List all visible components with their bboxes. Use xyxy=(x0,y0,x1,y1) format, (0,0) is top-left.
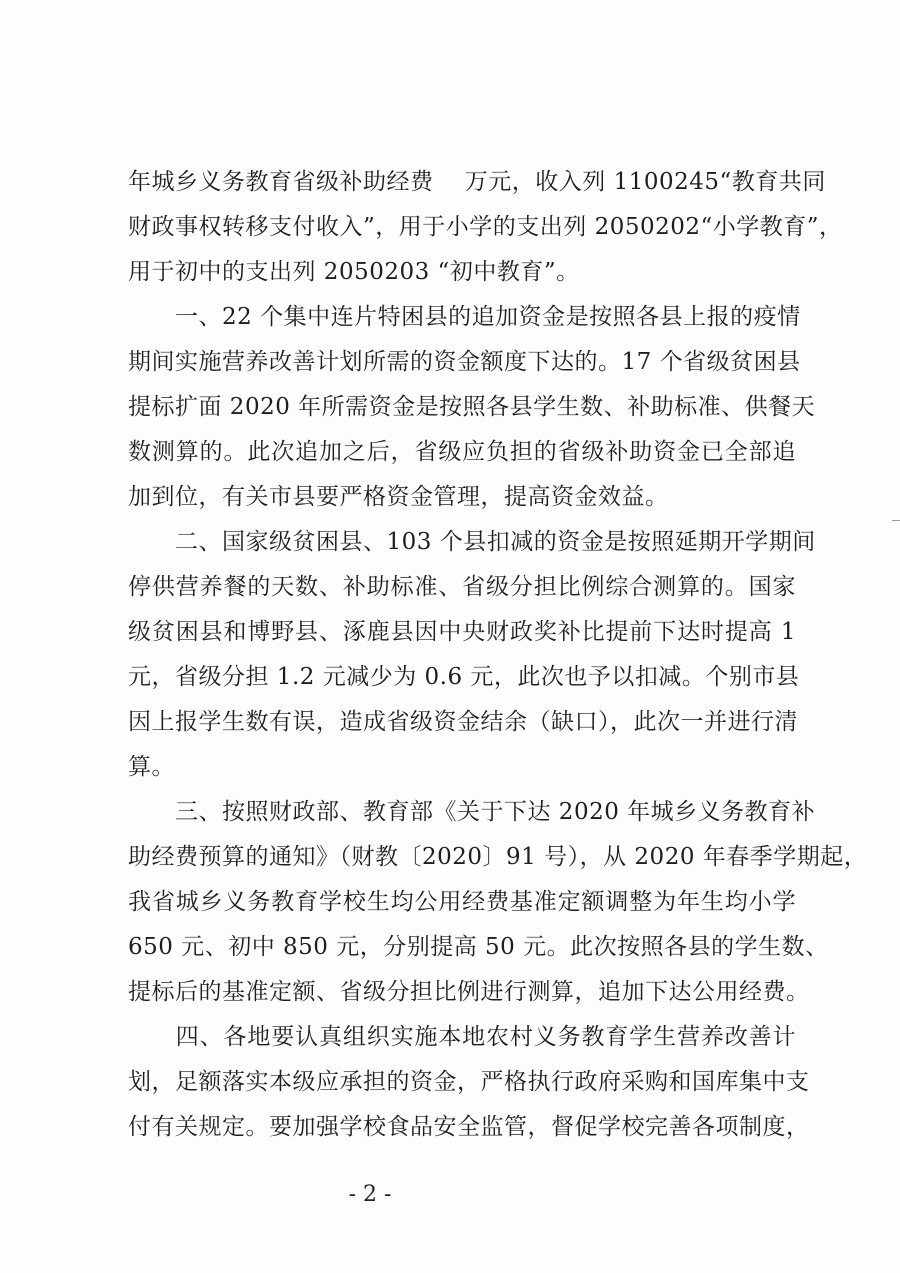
text-line: 级贫困县和博野县、涿鹿县因中央财政奖补比提前下达时提高 1 xyxy=(128,619,796,645)
text-line: 期间实施营养改善计划所需的资金额度下达的。17 个省级贫困县 xyxy=(128,349,801,375)
text-line: 算。 xyxy=(128,754,175,780)
scan-edge-mark xyxy=(892,520,900,521)
text-line: 停供营养餐的天数、补助标准、省级分担比例综合测算的。国家 xyxy=(128,574,796,600)
text-line: 二、国家级贫困县、103 个县扣减的资金是按照延期开学期间 xyxy=(128,529,816,555)
text-line: 因上报学生数有误，造成省级资金结余（缺口），此次一并进行清 xyxy=(128,709,798,735)
text-line: 提标后的基准定额、省级分担比例进行测算，追加下达公用经费。 xyxy=(128,979,810,1005)
text-line: 650 元、初中 850 元，分别提高 50 元。此次按照各县的学生数、 xyxy=(128,934,829,960)
text-line: 划，足额落实本级应承担的资金，严格执行政府采购和国库集中支 xyxy=(128,1069,810,1095)
text-line: 元，省级分担 1.2 元减少为 0.6 元，此次也予以扣减。个别市县 xyxy=(128,664,800,690)
text-line: 提标扩面 2020 年所需资金是按照各县学生数、补助标准、供餐天 xyxy=(128,394,816,420)
document-body xyxy=(128,160,868,1150)
page-number xyxy=(0,1182,900,1207)
text-line: 数测算的。此次追加之后，省级应负担的省级补助资金已全部追 xyxy=(128,439,796,465)
text-line: 四、各地要认真组织实施本地农村义务教育学生营养改善计 xyxy=(128,1024,796,1050)
text-line: 付有关规定。要加强学校食品安全监管，督促学校完善各项制度， xyxy=(128,1114,810,1140)
text-line: 我省城乡义务教育学校生均公用经费基准定额调整为年生均小学 xyxy=(128,889,796,915)
text-line: 用于初中的支出列 2050203 “初中教育”。 xyxy=(128,259,580,285)
page-number-text: - 2 - xyxy=(348,1182,392,1207)
text-line: 三、按照财政部、教育部《关于下达 2020 年城乡义务教育补 xyxy=(128,799,816,825)
text-line: 一、22 个集中连片特困县的追加资金是按照各县上报的疫情 xyxy=(128,304,801,330)
text-line: 年城乡义务教育省级补助经费 万元，收入列 1100245“教育共同 xyxy=(128,169,826,195)
text-line: 助经费预算的通知》（财教〔2020〕91 号），从 2020 年春季学期起， xyxy=(128,844,868,870)
text-line: 财政事权转移支付收入”，用于小学的支出列 2050202“小学教育”， xyxy=(128,214,843,240)
text-line: 加到位，有关市县要严格资金管理，提高资金效益。 xyxy=(128,484,669,510)
